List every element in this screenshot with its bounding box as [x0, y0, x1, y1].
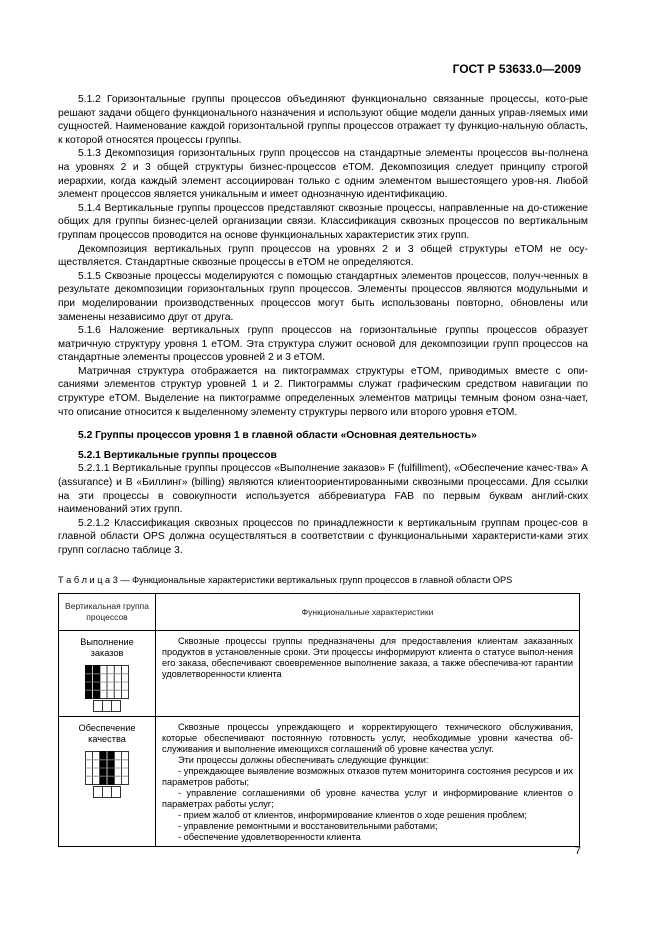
paragraph: 5.2.1.2 Классификация сквозных процессов по принадлежности к вертикальным группам процес-сов в главной области OPS должна осуществляться в соответствии с функциональными характеристи-ками этих групп согласно таблице 3.: [58, 517, 588, 556]
page-number: 7: [574, 845, 581, 857]
paragraph: 5.1.5 Сквозные процессы моделируются с помощью стандартных элементов процессов, получ-ченных в результате декомпозиции горизонтальных групп процессов. Элементы процессов являются модульными и при моделировании производственных процессов могут быть использованы повторно, обновлены или заменены независимо друг от друга.: [58, 270, 588, 323]
paragraph: 5.1.2 Горизонтальные группы процессов объединяют функционально связанные процессы, кото-рые решают задачи общего функционального назначения и используют общие модели данных управ-ляемых ими сущностей. Наименование каждой горизонтальной группы процессов отражает ту функцио-нальную область, к которой относятся процессы группы.: [58, 94, 588, 146]
group-cell: [59, 717, 156, 847]
col-header-group: Вертикальная группа процессов: [59, 594, 156, 631]
paragraph: 5.1.3 Декомпозиция горизонтальных групп процессов на стандартные элементы процессов вы-полнена на уровнях 2 и 3 общей структуры бизнес-процессов eTOM. Декомпозиция следует принципу строгой иерархии, когда каждый элемент ассоциирован только с одним элементом вышестоящего уров-ня. Любой элемент процессов является уникальным и имеет однозначную идентификацию.: [58, 148, 588, 201]
etom-pictogram-assurance-icon: [85, 751, 129, 799]
table-row: [59, 717, 580, 847]
etom-pictogram-fulfillment-icon: [85, 665, 129, 713]
functional-characteristics-table: [58, 593, 580, 847]
characteristics-cell: [156, 631, 580, 717]
paragraph: Матричная структура отображается на пиктограммах структуры eTOM, приводимых вместе с опи-саниями элементов структур уровней 1 и 2. Пиктограммы служат графическим средством навигации по структуре eTOM. Выделение на пиктограмме определенных элементов матрицы темным фоном озна-чает, что описание относится к выделенному элементу структуры первого или второго уровня eTOM.: [58, 365, 588, 418]
list-item: - упреждающее выявление возможных отказов путем мониторинга состояния ресурсов и их параметров работы;: [162, 766, 573, 787]
body-text: [58, 93, 588, 558]
paragraph: Декомпозиция вертикальных групп процессов на уровнях 2 и 3 общей структуры eTOM не осу-ществляется. Стандартные сквозные процессы в eTOM не определяются.: [58, 243, 588, 269]
section-heading: 5.2 Группы процессов уровня 1 в главной области «Основная деятельность»: [78, 430, 477, 442]
list-item: - прием жалоб от клиентов, информирование клиентов о ходе решения проблем;: [178, 810, 527, 820]
subsection-heading: 5.2.1 Вертикальные группы процессов: [78, 449, 277, 461]
col-header-characteristics: Функциональные характеристики: [156, 594, 580, 631]
group-cell: [59, 631, 156, 717]
paragraph: 5.1.4 Вертикальные группы процессов представляют сквозные процессы, направленные на до-стижение общих для группы бизнес-целей организации связи. Классификация сквозных процессов по вертикальным группам процессов проводится на основе функциональных характеристик этих групп.: [58, 202, 588, 241]
characteristics-intro: Сквозные процессы упреждающего и корректирующего технического обслуживания, которые обеспечивают постоянную готовность услуг, необходимые уровни качества об-служивания и выполнение имеющихся соглашений об уровне качества услуг.: [162, 722, 573, 754]
table-row: [59, 631, 580, 717]
paragraph: 5.1.6 Наложение вертикальных групп процессов на горизонтальные группы процессов образует матричную структуру уровня 1 eTOM. Эта структура служит основой для декомпозиции групп процессов на стандартные элементы процессов уровней 2 и 3 eTOM.: [58, 325, 588, 364]
characteristics-lead: Эти процессы должны обеспечивать следующие функции:: [178, 755, 429, 765]
list-item: - управление ремонтными и восстановительными работами;: [178, 821, 438, 831]
table-caption: Т а б л и ц а 3 — Функциональные характеристики вертикальных групп процессов в главной области OPS: [58, 575, 513, 585]
table-header-row: [59, 594, 580, 631]
list-item: - обеспечение удовлетворенности клиента: [178, 832, 361, 842]
group-name: Выполнение заказов: [80, 637, 134, 658]
characteristics-text: Сквозные процессы группы предназначены для предоставления клиентам заказанных продуктов в установленные сроки. Эти процессы информируют клиента о статусе выпол-нения его заказа, обеспечивают своевременное выполнение заказа, а также обеспечива-ют гарантии удовлетворенности клиента: [162, 636, 573, 679]
paragraph: 5.2.1.1 Вертикальные группы процессов «Выполнение заказов» F (fulfillment), «Обеспечение качес-тва» A (assurance) и B «Биллинг» (billing) являются клиентоориентированными сквозными процессами. Для ссылки на эти процессы в совокупности используется аббревиатура FAB по первым буквам англий-ских наименований этих групп.: [58, 463, 588, 516]
group-name: Обеспечение качества: [78, 723, 136, 744]
list-item: - управление соглашениями об уровне качества услуг и информирование клиентов о параметрах работы услуг;: [162, 788, 573, 809]
document-id: ГОСТ Р 53633.0—2009: [452, 62, 581, 76]
characteristics-cell: [156, 717, 580, 847]
